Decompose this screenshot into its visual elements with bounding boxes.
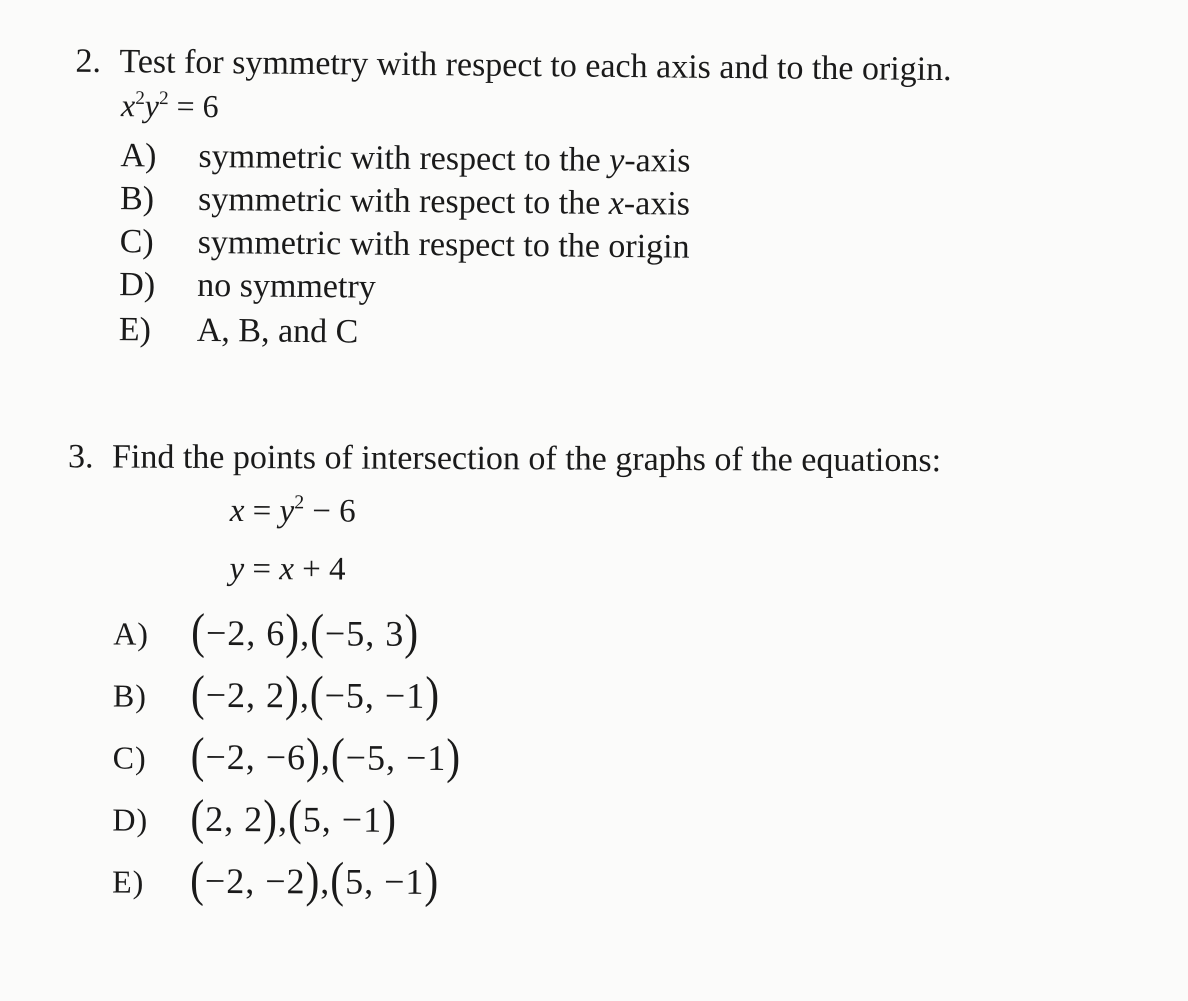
choice-letter: A) [120,137,157,175]
choice-letter: A) [113,615,150,652]
choice-row: E) (−2, −2),(5, −1) [112,851,440,908]
question-number: 3. [67,438,94,476]
choice-letter: D) [112,801,149,838]
point-2: −5, −1 [345,737,447,778]
equation-1: $x = y^2 - 6$ [229,491,356,530]
choice-text: symmetric with respect to the origin [197,223,690,266]
choice-row: B) symmetric with respect to the x-axis [119,180,691,223]
point-1: −2, 2 [205,674,286,716]
point-2: −5, 3 [324,613,405,654]
choice-row: D) (2, 2),(5, −1) [112,789,398,846]
choice-text: no symmetry [197,266,376,306]
choice-row: B) (−2, 2),(−5, −1) [112,665,441,722]
choice-letter: C) [112,739,147,776]
choice-letter: B) [119,180,155,218]
choice-letter: E) [118,311,152,349]
point-2: 5, −1 [345,861,425,902]
choice-text: symmetric with respect to the [198,137,610,179]
choice-letter: C) [119,223,154,261]
point-1: 2, 2 [205,798,264,840]
question-prompt: Test for symmetry with respect to each axis and to the origin. [119,43,952,89]
question-3-heading [68,440,941,478]
question-2-equation: $x^2y^2 = 6$ [120,87,219,125]
question-prompt: Find the points of intersection of the graphs of the equations: [111,438,942,480]
choice-letter: B) [112,677,148,714]
choice-row: C) (−2, −6),(−5, −1) [112,727,462,784]
choice-text: symmetric with respect to the [197,180,609,222]
choice-text: A, B, and C [196,311,359,351]
choice-row: A) (−2, 6),(−5, 3) [113,603,420,660]
point-1: −2, −6 [205,736,307,778]
point-2: −5, −1 [324,675,426,716]
question-number: 2. [75,42,102,80]
choice-row: A) symmetric with respect to the y-axis [120,137,691,180]
point-1: −2, 6 [205,612,286,654]
equation-2: y = x + 4 [229,551,346,588]
choice-letter: D) [119,266,156,304]
point-1: −2, −2 [204,860,306,902]
point-2: 5, −1 [302,799,383,840]
choice-letter: E) [112,863,145,900]
